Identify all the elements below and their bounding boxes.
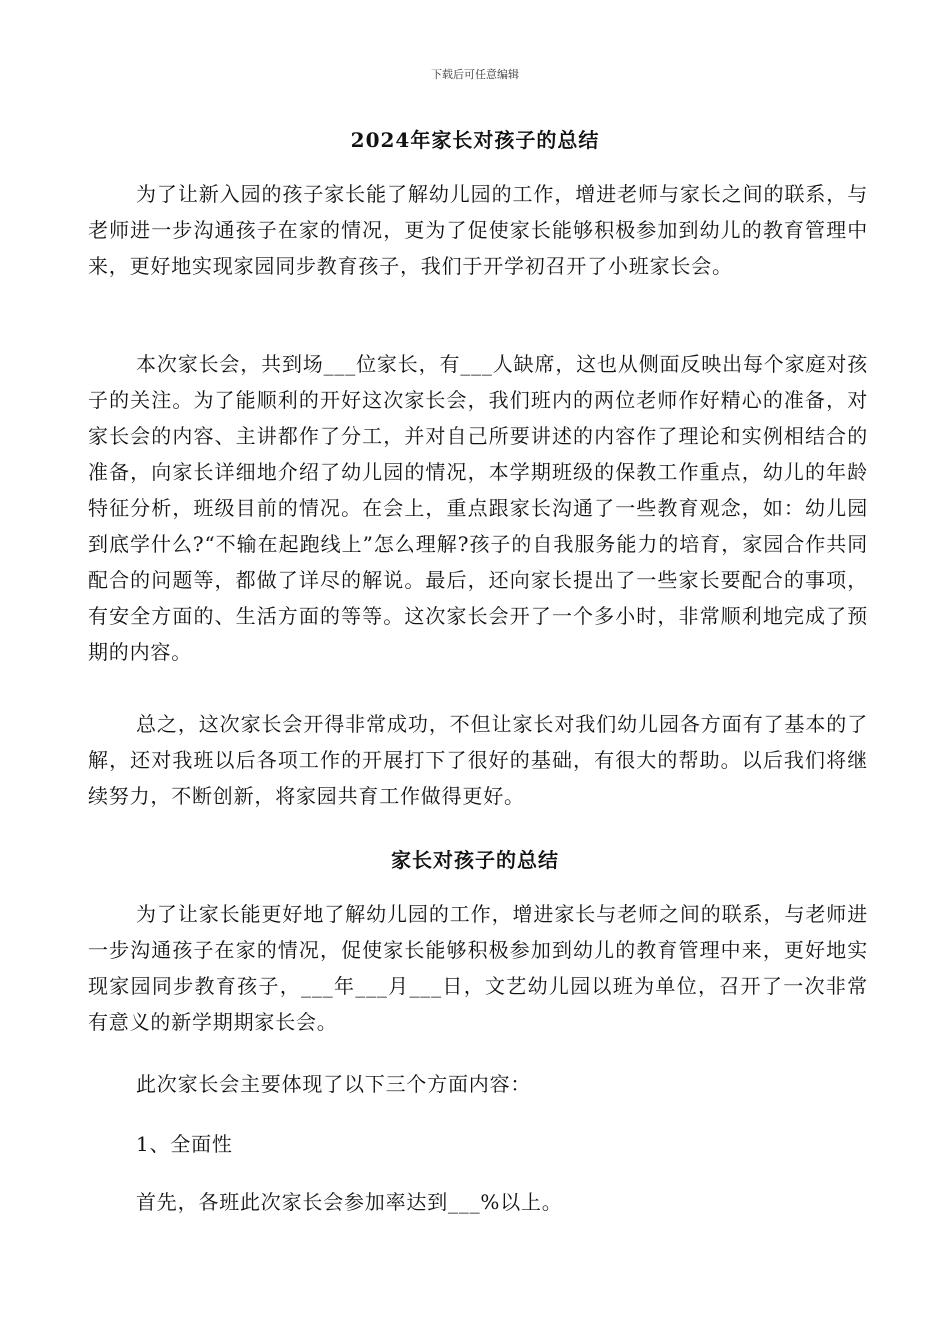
section1-title: 2024年家长对孩子的总结 [350,128,600,152]
section2-paragraph-2: 此次家长会主要体现了以下三个方面内容： [136,1072,532,1096]
section2-paragraph-3: 首先，各班此次家长会参加率达到___%以上。 [136,1190,563,1214]
section1-paragraph-1: 为了让新入园的孩子家长能了解幼儿园的工作，增进老师与家长之间的联系，与老师进一步沟通孩子在家的情况，更为了促使家长能够积极参加到幼儿的教育管理中来，更好地实现家园同步教育孩子，我们于开学初召开了小班家长会。 [88,182,868,278]
section2-list-heading: 1、全面性 [136,1132,233,1156]
section1-paragraph-3: 总之，这次家长会开得非常成功，不但让家长对我们幼儿园各方面有了基本的了解，还对我班以后各项工作的开展打下了很好的基础，有很大的帮助。以后我们将继续努力，不断创新，将家园共育工作做得更好。 [88,712,868,808]
section2-title: 家长对孩子的总结 [391,848,559,872]
section1-paragraph-2: 本次家长会，共到场___位家长，有___人缺席，这也从侧面反映出每个家庭对孩子的关注。为了能顺利的开好这次家长会，我们班内的两位老师作好精心的准备，对家长会的内容、主讲都作了分工，并对自己所要讲述的内容作了理论和实例相结合的准备，向家长详细地介绍了幼儿园的情况，本学期班级的保教工作重点，幼儿的年龄特征分析，班级目前的情况。在会上，重点跟家长沟通了一些教育观念，如：幼儿园到底学什么?“不输在起跑线上”怎么理解?孩子的自我服务能力的培育，家园合作共同配合的问题等，都做了详尽的解说。最后，还向家长提出了一些家长要配合的事项，有安全方面的、生活方面的等等。这次家长会开了一个多小时，非常顺利地完成了预期的内容。 [88,352,868,664]
section2-paragraph-1: 为了让家长能更好地了解幼儿园的工作，增进家长与老师之间的联系，与老师进一步沟通孩子在家的情况，促使家长能够积极参加到幼儿的教育管理中来，更好地实现家园同步教育孩子，___年___月___日，文艺幼儿园以班为单位，召开了一次非常有意义的新学期期家长会。 [88,902,868,1034]
header-note: 下载后可任意编辑 [431,68,519,81]
